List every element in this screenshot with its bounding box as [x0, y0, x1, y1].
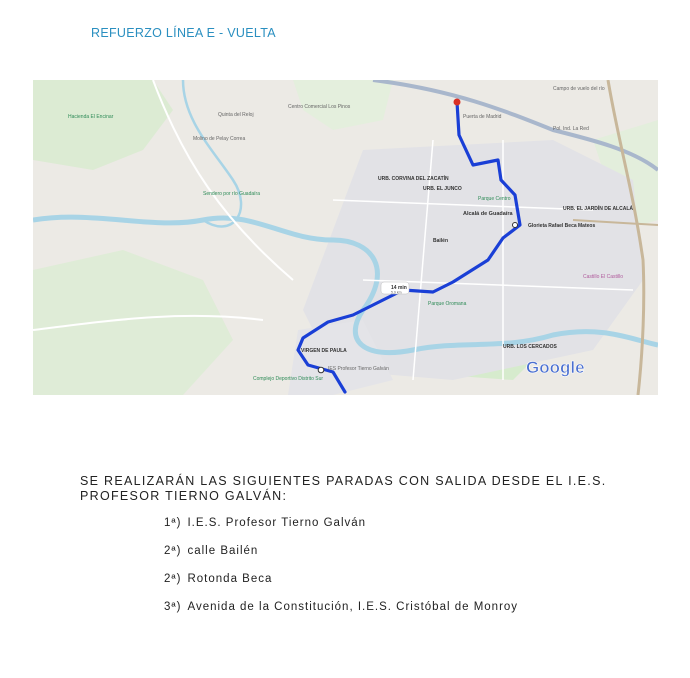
map-canvas [33, 80, 658, 395]
map-label-urb-cercados: URB. LOS CERCADOS [503, 344, 557, 350]
map-label-parque-centro: Parque Centro [478, 196, 511, 202]
list-item [164, 572, 518, 600]
map-label-rafael-beca: Glorieta Rafael Beca Mateos [528, 223, 596, 229]
map-label-urb-jardin: URB. EL JARDÍN DE ALCALÁ [563, 206, 634, 212]
document-title: REFUERZO LÍNEA E - VUELTA [91, 26, 276, 40]
list-item [164, 600, 518, 628]
map-label-parque-oromana: Parque Oromana [428, 301, 467, 307]
intro-line-2: PROFESOR TIERNO GALVÁN: [80, 489, 288, 503]
route-start-marker[interactable] [454, 99, 461, 106]
stop-number: 1ª) [164, 517, 182, 529]
stop-name: Avenida de la Constitución, I.E.S. Cristóbal de Monroy [187, 601, 519, 613]
stop-number: 2ª) [164, 545, 182, 557]
list-item [164, 516, 518, 544]
map-label-alcala: Alcalá de Guadaíra [463, 211, 513, 217]
map-label-ies: IES Profesor Tierno Galván [328, 366, 389, 372]
google-logo [526, 358, 585, 377]
route-time: 14 min [391, 285, 407, 291]
intro-line-1: SE REALIZARÁN LAS SIGUIENTES PARADAS CON SALIDA DESDE EL I.E.S. [80, 474, 607, 488]
map-label-castillo: Castillo El Castillo [583, 274, 624, 280]
route-end-marker[interactable] [318, 367, 324, 373]
stop-name: calle Bailén [187, 545, 259, 557]
map-label-urb-zacatin: URB. CORVINA DEL ZACATÍN [378, 176, 449, 182]
stops-list [164, 516, 518, 628]
map-label-urb-junco: URB. EL JUNCO [423, 186, 462, 192]
map-label-poligono: Pol. Ind. La Red [553, 126, 589, 132]
stop-name: Rotonda Beca [187, 573, 273, 585]
svg-text:Google: Google [526, 358, 585, 377]
stop-number: 2ª) [164, 573, 182, 585]
map-label-sendero: Sendero por río Guadaíra [203, 191, 260, 197]
route-distance: 5,9 km [391, 290, 402, 295]
map-label-quinta: Quinta del Reloj [218, 112, 254, 118]
stop-marker[interactable] [513, 223, 518, 228]
map-label-centro-comercial: Centro Comercial Los Pinos [288, 104, 351, 110]
stop-number: 3ª) [164, 601, 182, 613]
map-label-campo-vuelo: Campo de vuelo del río [553, 86, 605, 92]
map-label-bailen: Bailén [433, 238, 449, 244]
stops-intro [80, 474, 640, 504]
route-map[interactable] [33, 80, 658, 395]
stop-name: I.E.S. Profesor Tierno Galván [187, 517, 367, 529]
list-item [164, 544, 518, 572]
map-label-hacienda: Hacienda El Encinar [68, 114, 114, 120]
map-label-puerta-madrid: Puerta de Madrid [463, 114, 502, 120]
map-label-molino: Molino de Pelay Correa [193, 136, 246, 142]
map-label-complejo: Complejo Deportivo Distrito Sur [253, 376, 324, 382]
map-label-virgen-paula: VIRGEN DE PAULA [301, 348, 347, 354]
